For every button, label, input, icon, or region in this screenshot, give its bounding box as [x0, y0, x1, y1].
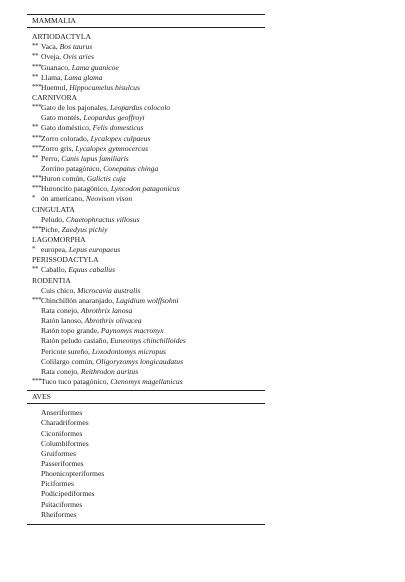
species-row [27, 113, 265, 123]
common-name: Ratón lanoso, [41, 316, 85, 326]
species-row [27, 316, 265, 326]
scientific-name: Zaedyus pichiy [61, 224, 108, 234]
bird-order: Anseriformes [41, 408, 83, 418]
species-row [27, 103, 265, 113]
bird-order: Columbiformes [41, 438, 89, 448]
common-name: Huemul, [41, 82, 70, 92]
common-name: Zorro colorado, [41, 133, 91, 143]
species-row [27, 83, 265, 93]
scientific-name: Lama guanicoe [71, 62, 119, 72]
common-name: Gato de los pajonales, [41, 103, 110, 113]
species-row [27, 134, 265, 144]
status-mark: *** [32, 134, 42, 142]
order-name: RODENTIA [32, 275, 71, 285]
common-name: Pericote sureño, [41, 346, 92, 356]
species-row [27, 347, 265, 357]
common-name: Chinchillón anaranjado, [41, 295, 116, 305]
scientific-name: Leopardus colocolo [109, 103, 171, 113]
scientific-name: Conepatus chinga [103, 163, 159, 173]
common-name: Gato montés, [41, 113, 84, 123]
scientific-name: Lagidium wolffsohni [115, 295, 179, 305]
species-row [27, 326, 265, 336]
bird-order: Psitaciformes [41, 499, 83, 509]
status-mark: *** [32, 175, 42, 183]
species-row [27, 42, 265, 52]
species-table [27, 14, 265, 525]
common-name: Perro, [41, 153, 62, 163]
common-name: Piche, [41, 224, 62, 234]
scientific-name: Leopardus geoffroyi [83, 113, 145, 123]
order-name: PERISSODACTYLA [32, 255, 99, 265]
bird-order: Gruiformes [41, 448, 77, 458]
common-name: Zorro gris, [41, 143, 76, 153]
species-row [27, 306, 265, 316]
common-name: Vaca, [41, 42, 60, 52]
scientific-name: Canis lupus familiaris [61, 153, 129, 163]
species-row [27, 377, 265, 387]
scientific-name: Lama glama [64, 72, 103, 82]
common-name: Colilargo común, [41, 356, 96, 366]
common-name: Ratón peludo castaño, [41, 336, 111, 346]
scientific-name: Abrothrix lanosa [80, 305, 133, 315]
status-mark: *** [32, 225, 42, 233]
scientific-name: Neovison vison [85, 194, 133, 204]
scientific-name: Felis domesticus [92, 123, 144, 133]
scientific-name: Hippocamelus bisulcus [69, 82, 140, 92]
species-row [27, 144, 265, 154]
scientific-name: Ctenomys magellanicus [110, 376, 183, 386]
status-mark: *** [32, 83, 42, 91]
common-name: Cuis chico, [41, 285, 78, 295]
status-mark: *** [32, 104, 42, 112]
species-row [27, 184, 265, 194]
common-name: Huroncito patagónico, [41, 184, 111, 194]
aves-list [27, 404, 265, 522]
scientific-name: Equus caballus [68, 265, 116, 275]
status-mark: *** [32, 185, 42, 193]
status-mark: *** [32, 63, 42, 71]
bird-order: Ciconiformes [41, 428, 83, 438]
scientific-name: Galictis cuja [86, 174, 126, 184]
common-name: Tuco tuco patagónico, [41, 376, 111, 386]
bird-order: Rheiformes [41, 509, 77, 519]
common-name: ón americano, [41, 194, 86, 204]
species-row [27, 63, 265, 73]
status-mark: ** [32, 266, 39, 274]
bird-order: Podicipediformes [41, 489, 95, 499]
species-row [27, 52, 265, 62]
status-mark: *** [32, 144, 42, 152]
common-name: Rata conejo, [41, 366, 81, 376]
common-name: Zorrino patagónico, [41, 163, 104, 173]
species-row [27, 174, 265, 184]
scientific-name: Lepus europaeus [68, 245, 121, 255]
species-row [27, 367, 265, 377]
status-mark: ** [32, 124, 39, 132]
status-mark: ** [32, 43, 39, 51]
bird-order: Passeriformes [41, 458, 84, 468]
status-mark: ** [32, 53, 39, 61]
status-mark: * [32, 246, 36, 254]
order-name: CARNIVORA [32, 93, 78, 102]
species-row [27, 215, 265, 225]
species-row [27, 73, 265, 83]
species-row [27, 265, 265, 275]
species-row [27, 123, 265, 133]
common-name: Guanaco, [41, 62, 72, 72]
scientific-name: Lycalopex culpaeus [90, 133, 151, 143]
scientific-name: Paynomys macronyx [100, 326, 164, 336]
scientific-name: Bos taurus [59, 42, 93, 52]
species-row [27, 225, 265, 235]
status-mark: *** [32, 377, 42, 385]
scientific-name: Ovis aries [62, 52, 94, 62]
bird-order: Piciformes [41, 479, 74, 489]
status-mark: * [32, 195, 36, 203]
status-mark: ** [32, 73, 39, 81]
species-row [27, 336, 265, 346]
scientific-name: Lyncodon patagonicus [110, 184, 180, 194]
common-name: Gato doméstico, [41, 123, 93, 133]
status-mark: *** [32, 296, 42, 304]
scientific-name: Microcavia australis [77, 285, 141, 295]
order-name: ARTIODACTYLA [32, 32, 92, 42]
scientific-name: Oligoryzomys longicaudatus [95, 356, 184, 366]
species-row [27, 357, 265, 367]
scientific-name: Euneomys chinchilloides [110, 336, 186, 346]
common-name: Llama, [41, 72, 65, 82]
common-name: Oveja, [41, 52, 63, 62]
common-name: europea, [41, 245, 69, 255]
order-name: LAGOMORPHA [32, 234, 86, 244]
common-name: Ratón topo grande, [41, 326, 101, 336]
order-name: CINGULATA [32, 204, 75, 214]
scientific-name: Loxodontomys micropus [91, 346, 167, 356]
scientific-name: Lycalopex gymnocercus [75, 143, 149, 153]
mammalia-header: MAMMALIA [27, 15, 265, 28]
common-name: Caballo, [41, 265, 69, 275]
aves-header: AVES [27, 390, 265, 404]
scientific-name: Abrothrix olivacea [84, 316, 142, 326]
table-bottom-rule [27, 524, 265, 525]
species-row [27, 154, 265, 164]
common-name: Huron común, [41, 174, 87, 184]
species-row [27, 286, 265, 296]
bird-order: Phoenicopteriformes [41, 469, 105, 479]
common-name: Peludo, [41, 214, 66, 224]
common-name: Rata conejo, [41, 305, 81, 315]
mammalia-list [27, 28, 265, 389]
species-row [27, 194, 265, 204]
bird-order: Charadriformes [41, 418, 89, 428]
status-mark: ** [32, 154, 39, 162]
species-row [27, 245, 265, 255]
species-row [27, 164, 265, 174]
species-row [27, 296, 265, 306]
scientific-name: Reithrodon auritus [80, 366, 139, 376]
scientific-name: Chaetophractus villosus [65, 214, 140, 224]
